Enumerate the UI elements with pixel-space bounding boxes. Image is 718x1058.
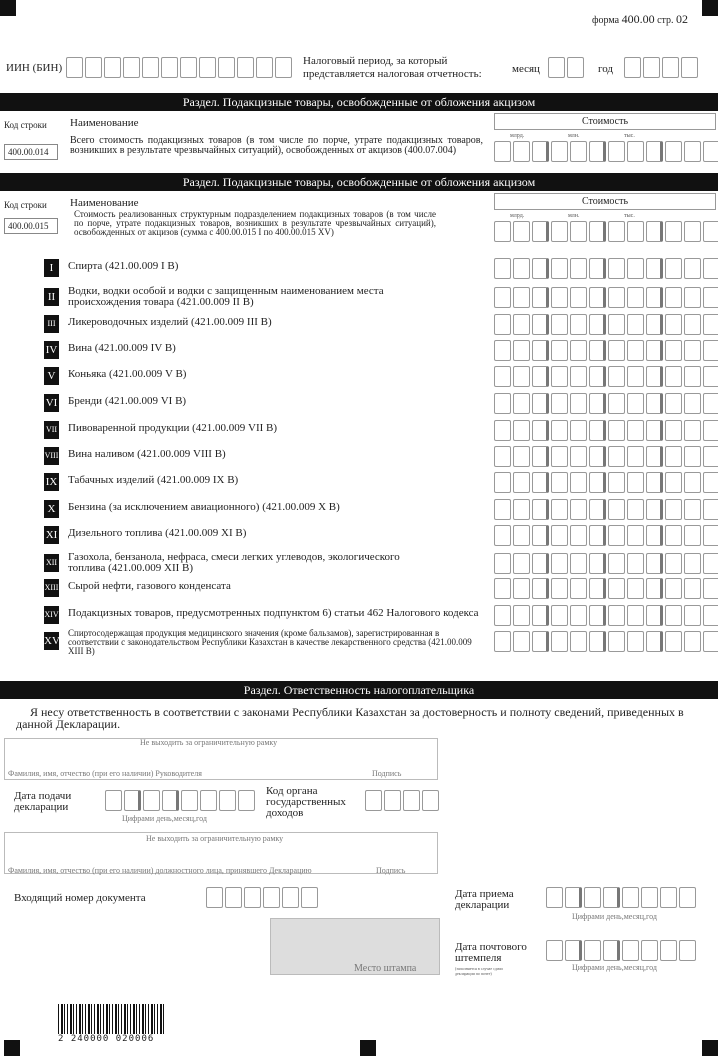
item-text: Спирта (421.00.009 I В)	[68, 260, 179, 272]
item-value-field[interactable]	[494, 499, 718, 520]
row-text: Всего стоимость подакцизных товаров (в том числе по порче, утрате подакцизных товаров, возникших в результате чрезвычайных ситуаций), освобожденных от акцизов (400.07.004)	[70, 135, 483, 156]
code-column-header: Код строки	[4, 200, 47, 210]
date-hint: Цифрами день,месяц,год	[572, 963, 657, 972]
org-code-label: Код органа государственных доходов	[266, 785, 346, 819]
month-label: месяц	[512, 63, 540, 75]
incoming-number-field[interactable]	[206, 887, 318, 908]
roman-badge: VIII	[44, 447, 59, 465]
receipt-date-field[interactable]	[546, 887, 696, 908]
officer-caption: Фамилия, имя, отчество (при его наличии) должностного лица, принявшего Декларацию	[8, 866, 312, 875]
org-code-field[interactable]	[365, 790, 439, 811]
item-value-field[interactable]	[494, 420, 718, 441]
submit-date-field[interactable]	[105, 790, 255, 811]
item-value-field[interactable]	[494, 393, 718, 414]
frame-hint: Не выходить за ограничительную рамку	[146, 834, 284, 843]
submit-date-label: Дата подачи декларации	[14, 790, 72, 813]
unit-million: млн.	[568, 133, 580, 139]
frame-hint: Не выходить за ограничительную рамку	[140, 738, 278, 747]
item-text: Пивоваренной продукции (421.00.009 VII В)	[68, 422, 278, 434]
item-text: Ликероводочных изделий (421.00.009 III В)	[68, 316, 272, 328]
year-label: год	[598, 63, 614, 75]
row-code: 400.00.015	[4, 218, 58, 234]
item-value-field[interactable]	[494, 578, 718, 599]
item-text: Бренди (421.00.009 VI В)	[68, 395, 187, 407]
item-value-field[interactable]	[494, 631, 718, 652]
iin-label: ИИН (БИН)	[6, 62, 63, 74]
item-value-field[interactable]	[494, 287, 718, 308]
unit-thousand: тыс.	[624, 133, 635, 139]
item-text: Сырой нефти, газового конденсата	[68, 580, 231, 592]
item-text: Водки, водки особой и водки с защищенным наименованием места происхождения товара (421.00.009 II В)	[68, 285, 384, 308]
postmark-date-field[interactable]	[546, 940, 696, 961]
date-hint: Цифрами день,месяц,год	[122, 814, 207, 823]
roman-badge: II	[44, 288, 59, 306]
incoming-number-label: Входящий номер документа	[14, 892, 146, 904]
roman-badge: XIV	[44, 606, 59, 624]
item-text: Дизельного топлива (421.00.009 XI В)	[68, 527, 247, 539]
roman-badge: V	[44, 367, 59, 385]
item-value-field[interactable]	[494, 314, 718, 335]
roman-badge: VII	[44, 421, 59, 439]
signature-label: Подпись	[372, 769, 402, 778]
year-field[interactable]	[624, 57, 698, 78]
corner-marker	[0, 0, 16, 16]
row-code: 400.00.014	[4, 144, 58, 160]
item-value-field[interactable]	[494, 366, 718, 387]
name-column-header: Наименование	[70, 117, 139, 129]
code-column-header: Код строки	[4, 120, 47, 130]
item-text: Вина (421.00.009 IV В)	[68, 342, 176, 354]
corner-marker	[360, 1040, 376, 1056]
unit-thousand: тыс.	[624, 213, 635, 219]
item-text: Спиртосодержащая продукция медицинского значения (кроме бальзамов), зарегистрированная в соответствии с законодательством Республики Казахстан в качестве лекарственного средства (421.00.009 XIII В)	[68, 628, 472, 656]
roman-badge: IX	[44, 473, 59, 491]
roman-badge: IV	[44, 341, 59, 359]
barcode-number: 2 240000 020006	[58, 1034, 155, 1044]
item-text: Газохола, бензанола, нефраса, смеси легких углеводов, экологического топлива (421.00.009 XII В)	[68, 551, 400, 574]
barcode	[58, 1004, 164, 1034]
corner-marker	[4, 1040, 20, 1056]
postmark-label: Дата почтового штемпеля	[455, 941, 527, 964]
value-column-header: Стоимость	[494, 113, 716, 130]
unit-billion: млрд.	[510, 133, 525, 139]
name-column-header: Наименование	[70, 197, 139, 209]
value-field-015[interactable]	[494, 221, 718, 242]
head-caption: Фамилия, имя, отчество (при его наличии) Руководителя	[8, 769, 202, 778]
unit-billion: млрд.	[510, 213, 525, 219]
value-field-014[interactable]	[494, 141, 718, 162]
date-hint: Цифрами день,месяц,год	[572, 912, 657, 921]
roman-badge: XIII	[44, 579, 59, 597]
roman-badge: XI	[44, 526, 59, 544]
corner-marker	[702, 0, 718, 16]
form-label: форма 400.00 стр. 02	[592, 12, 688, 26]
roman-badge: XII	[44, 554, 59, 572]
item-value-field[interactable]	[494, 553, 718, 574]
item-text: Подакцизных товаров, предусмотренных подпунктом 6) статьи 462 Налогового кодекса	[68, 607, 479, 619]
receipt-date-label: Дата приема декларации	[455, 888, 514, 911]
item-value-field[interactable]	[494, 472, 718, 493]
responsibility-statement: Я несу ответственность в соответствии с законами Республики Казахстан за достоверность и полноту сведений, приведенных в данной Декларации.	[16, 705, 684, 731]
period-label: Налоговый период, за который представляется налоговая отчетность:	[303, 55, 482, 80]
corner-marker	[702, 1040, 718, 1056]
item-text: Табачных изделий (421.00.009 IX В)	[68, 474, 239, 486]
section-1-header: Раздел. Подакцизные товары, освобожденные от обложения акцизом	[0, 93, 718, 111]
item-value-field[interactable]	[494, 605, 718, 626]
stamp-label: Место штампа	[354, 963, 417, 974]
roman-badge: X	[44, 500, 59, 518]
roman-badge: XV	[44, 632, 59, 650]
item-text: Коньяка (421.00.009 V В)	[68, 368, 187, 380]
signature-label: Подпись	[376, 866, 406, 875]
roman-badge: VI	[44, 394, 59, 412]
item-text: Бензина (за исключением авиационного) (421.00.009 X В)	[68, 501, 340, 513]
section-2-header: Раздел. Подакцизные товары, освобожденные от обложения акцизом	[0, 173, 718, 191]
unit-million: млн.	[568, 213, 580, 219]
roman-badge: I	[44, 259, 59, 277]
item-value-field[interactable]	[494, 258, 718, 279]
row-text: Стоимость реализованных структурным подразделением подакцизных товаров (в том числе по порче, утрате подакцизных товаров, возникших в результате чрезвычайных ситуаций), освобожденных от акцизов (сумма с 400.00.015 I по 400.00.015 XV)	[74, 209, 436, 237]
item-value-field[interactable]	[494, 525, 718, 546]
month-field[interactable]	[548, 57, 584, 78]
iin-field[interactable]	[66, 57, 292, 78]
postmark-note: (заполняется в случае сдачи декларации по почте)	[455, 966, 503, 976]
item-value-field[interactable]	[494, 446, 718, 467]
roman-badge: III	[44, 315, 59, 333]
item-value-field[interactable]	[494, 340, 718, 361]
value-column-header: Стоимость	[494, 193, 716, 210]
section-3-header: Раздел. Ответственность налогоплательщика	[0, 681, 718, 699]
item-text: Вина наливом (421.00.009 VIII В)	[68, 448, 226, 460]
